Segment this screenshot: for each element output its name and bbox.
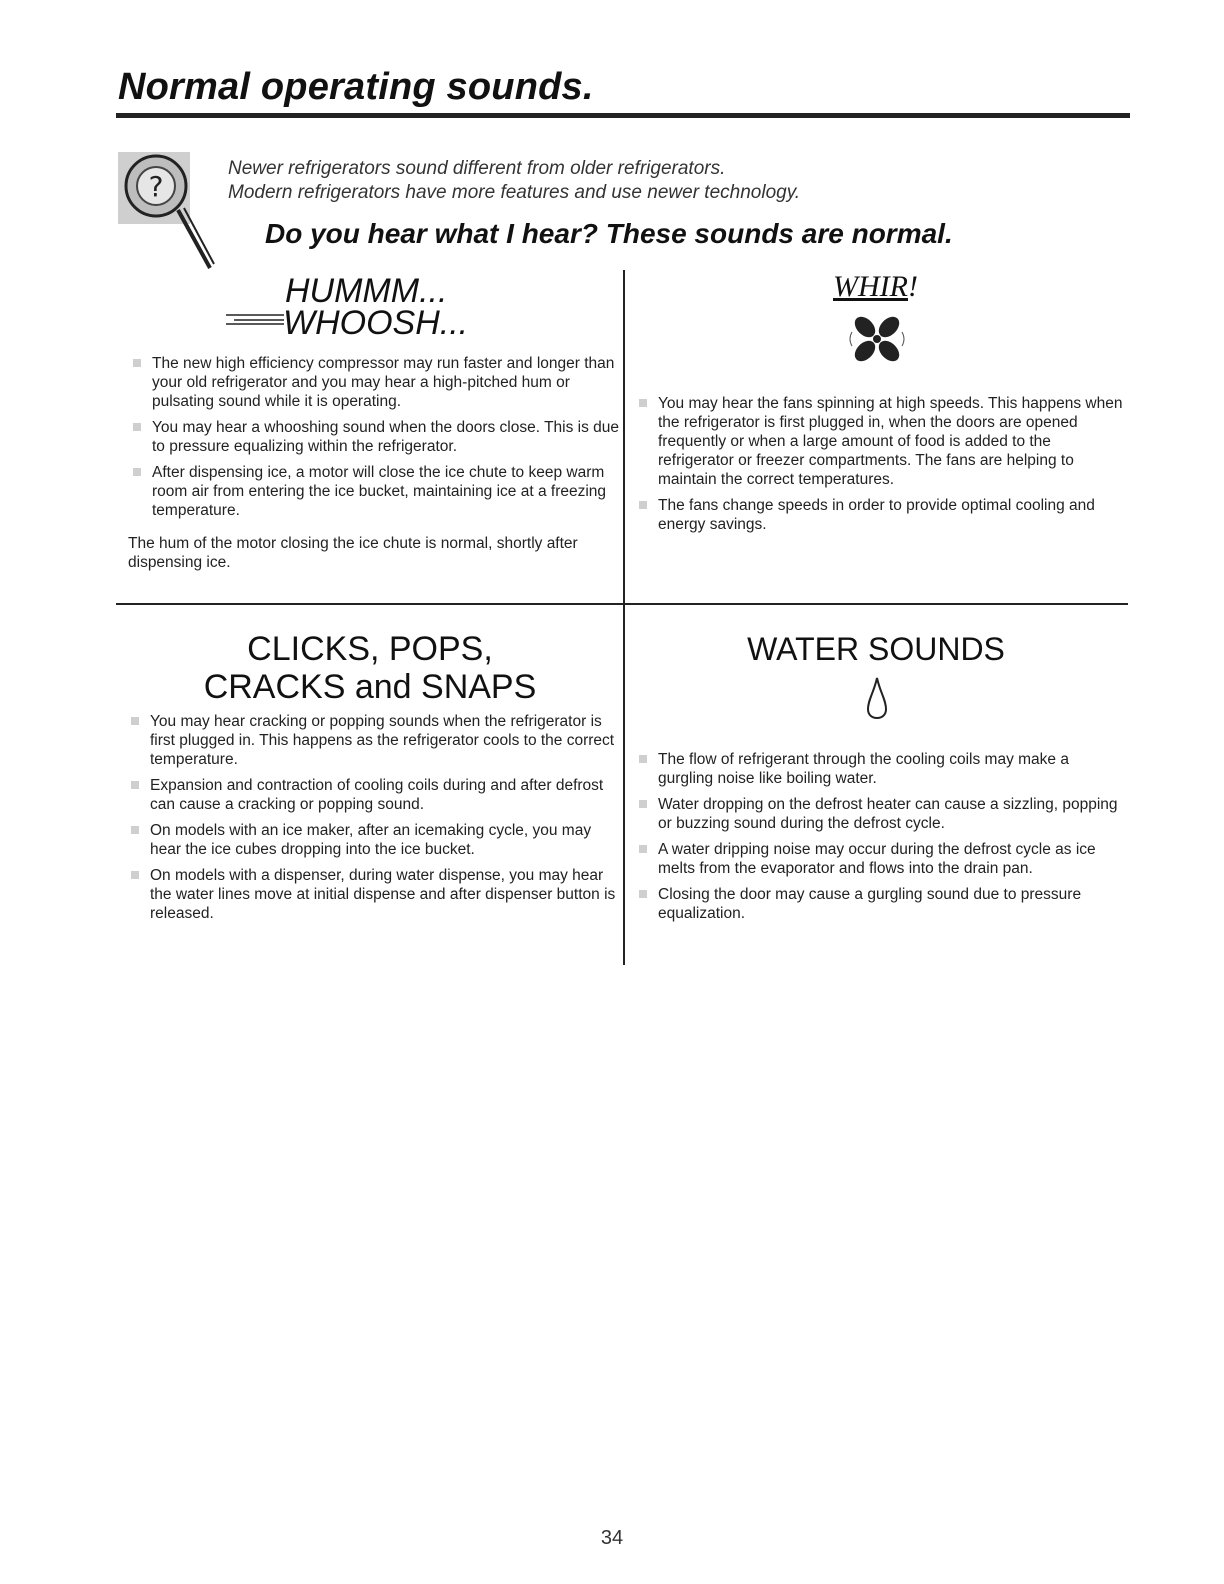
list-item: A water dripping noise may occur during the defrost cycle as ice melts from the evaporator and flows into the drain pan. [634, 840, 1124, 878]
hum-note: The hum of the motor closing the ice chute is normal, shortly after dispensing ice. [128, 535, 578, 571]
hum-list [128, 354, 620, 527]
list-item: The fans change speeds in order to provide optimal cooling and energy savings. [634, 496, 1124, 534]
clicks-title-line-1: CLICKS, POPS, [247, 630, 493, 668]
whir-title [833, 270, 918, 304]
list-item: You may hear a whooshing sound when the doors close. This is due to pressure equalizing within the refrigerator. [128, 418, 620, 456]
list-item: After dispensing ice, a motor will close the ice chute to keep warm room air from entering the ice bucket, maintaining ice at a freezing temperature. [128, 463, 620, 520]
whoosh-title: WHOOSH... [283, 304, 469, 342]
list-item: You may hear cracking or popping sounds when the refrigerator is first plugged in. This happens as the refrigerator cools to the correct temperature. [126, 712, 620, 769]
list-item: Expansion and contraction of cooling coils during and after defrost can cause a cracking or popping sound. [126, 776, 620, 814]
list-item: Water dropping on the defrost heater can cause a sizzling, popping or buzzing sound during the defrost cycle. [634, 795, 1124, 833]
whir-title-word: WHIR [833, 270, 908, 303]
intro-line-1: Newer refrigerators sound different from older refrigerators. [228, 158, 726, 179]
page-number: 34 [600, 1527, 624, 1549]
intro-line-2: Modern refrigerators have more features and use newer technology. [228, 182, 801, 203]
whoosh-lines-icon [226, 312, 286, 326]
list-item: The new high efficiency compressor may run faster and longer than your old refrigerator and you may hear a high-pitched hum or pulsating sound while it is operating. [128, 354, 620, 411]
list-item: On models with a dispenser, during water dispense, you may hear the water lines move at initial dispense and after dispenser button is released. [126, 866, 620, 923]
list-item: The flow of refrigerant through the cooling coils may make a gurgling noise like boiling water. [634, 750, 1124, 788]
intro-text [228, 157, 800, 205]
water-drop-icon [864, 676, 890, 720]
whir-list [634, 394, 1124, 541]
list-item: Closing the door may cause a gurgling sound due to pressure equalization. [634, 885, 1124, 923]
clicks-list [126, 712, 620, 930]
hum-title: HUMMM... [285, 272, 448, 310]
whir-title-mark: ! [907, 270, 918, 303]
list-item: You may hear the fans spinning at high speeds. This happens when the refrigerator is first plugged in, when the doors are opened frequently or when a large amount of food is added to the refrigerator or freezer compartments. The fans are helping to maintain the correct temperatures. [634, 394, 1124, 489]
subtitle: Do you hear what I hear? These sounds are normal. [265, 218, 953, 249]
row-divider [116, 603, 1128, 605]
water-list [634, 750, 1124, 930]
title-underline [116, 113, 1130, 118]
page-title: Normal operating sounds. [118, 66, 594, 108]
list-item: On models with an ice maker, after an icemaking cycle, you may hear the ice cubes dropping into the ice bucket. [126, 821, 620, 859]
fan-icon [842, 306, 912, 372]
water-title: WATER SOUNDS [747, 631, 1005, 667]
svg-text:?: ? [148, 170, 164, 203]
question-magnifier-icon [118, 150, 218, 275]
column-divider [623, 270, 625, 965]
clicks-title-line-2: CRACKS and SNAPS [203, 668, 537, 706]
clicks-title [120, 630, 620, 706]
